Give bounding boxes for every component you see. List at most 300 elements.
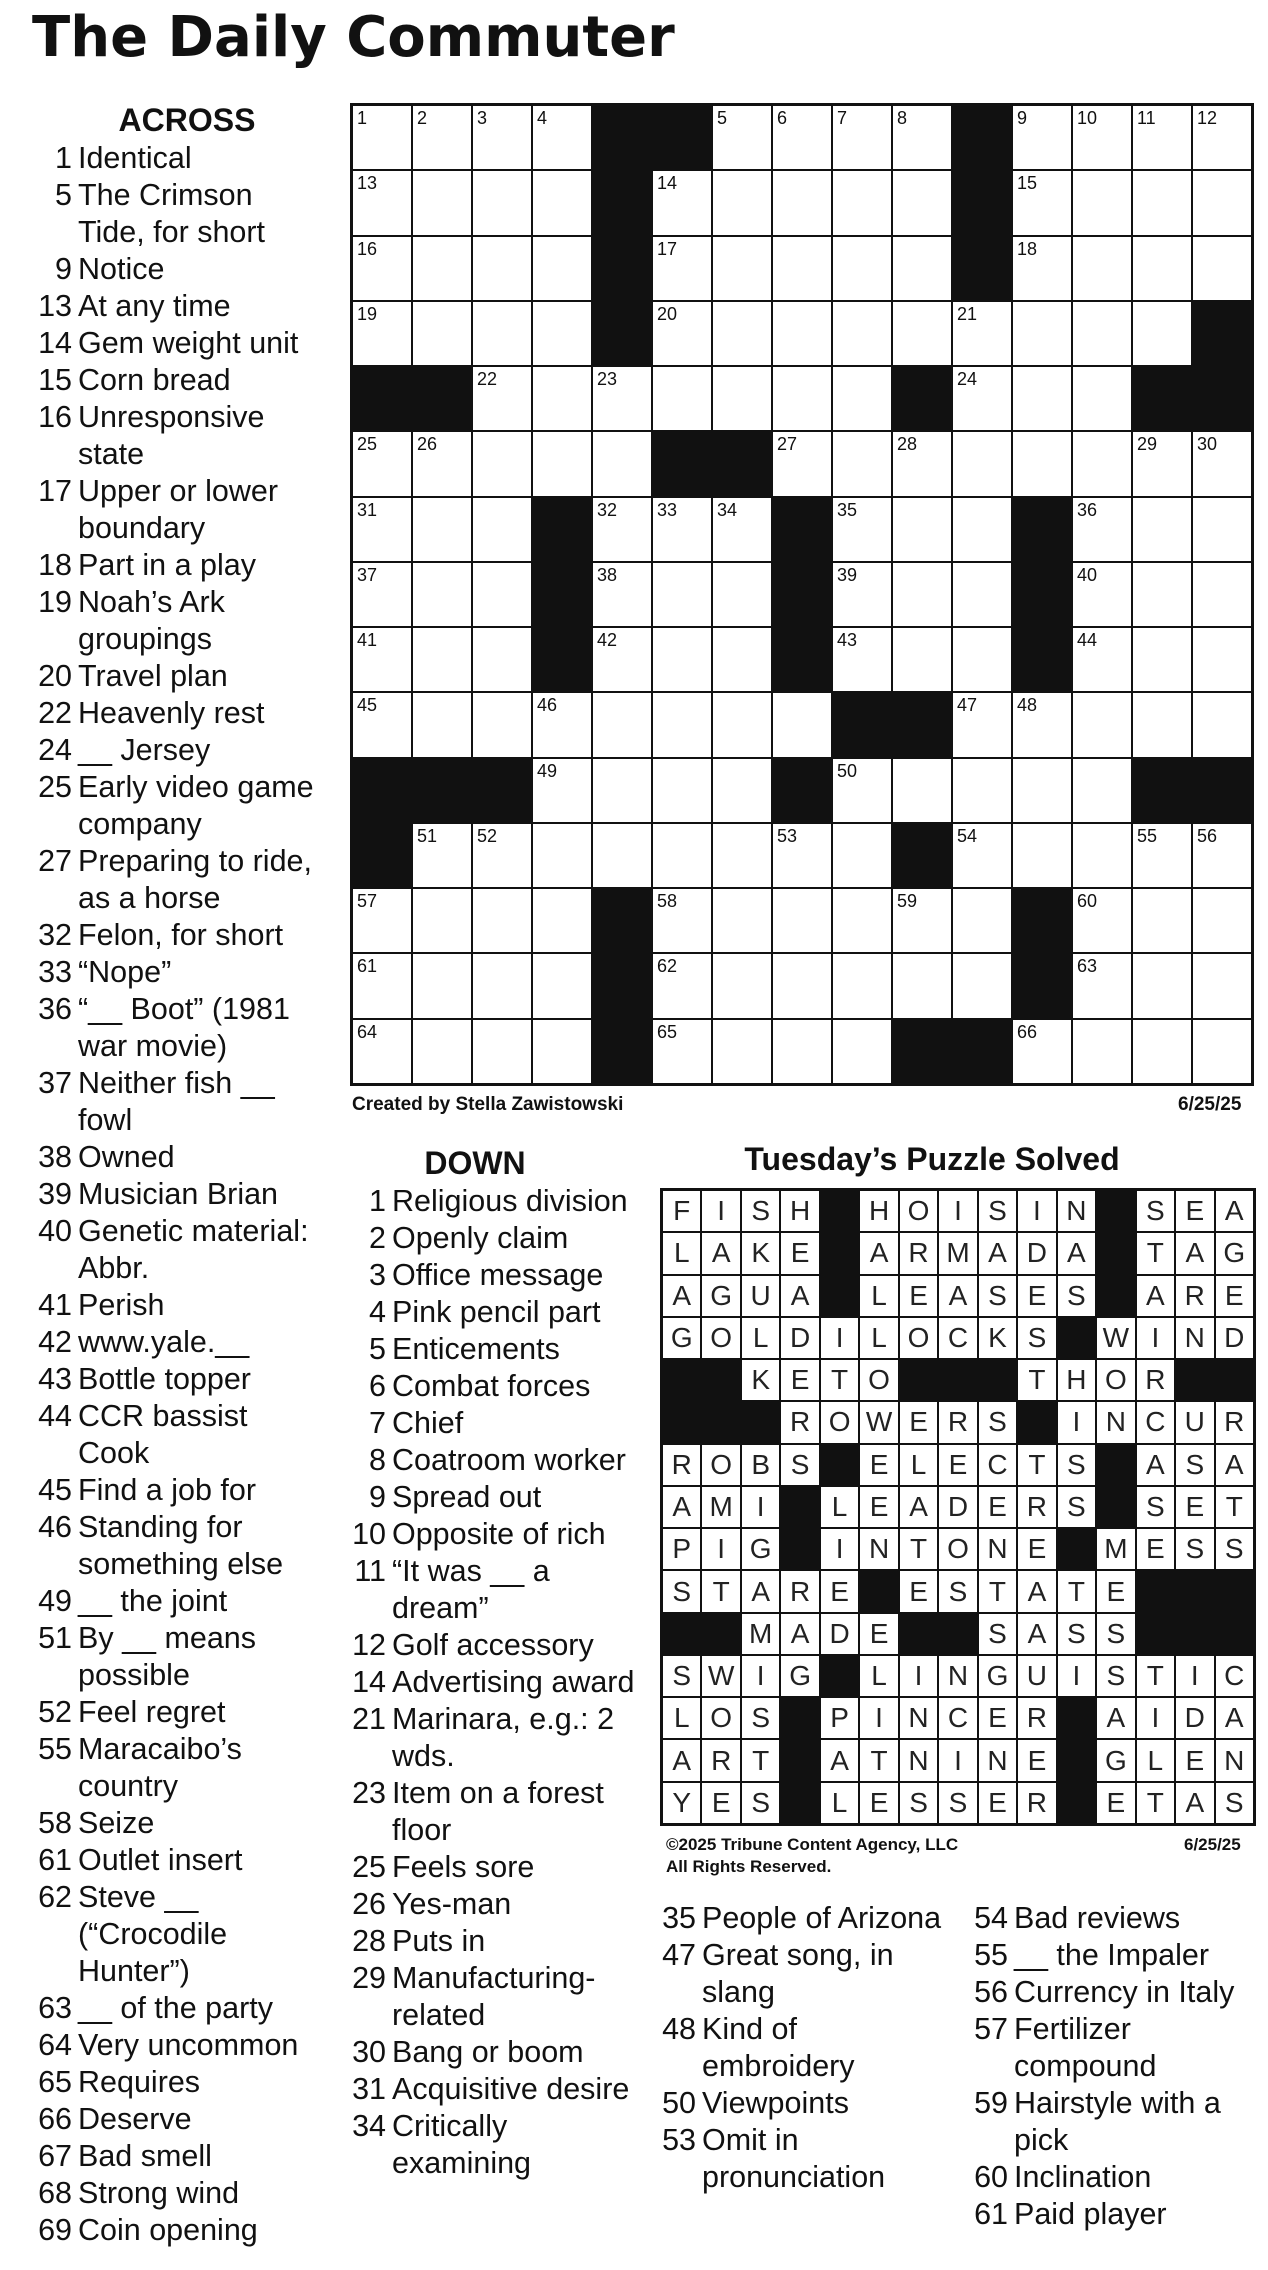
grid-cell[interactable] xyxy=(893,498,951,561)
grid-cell[interactable] xyxy=(833,1020,891,1083)
solved-cell-black xyxy=(939,1360,976,1400)
grid-cell-black xyxy=(893,693,951,756)
grid-cell[interactable] xyxy=(953,563,1011,626)
grid-cell[interactable] xyxy=(353,954,411,1017)
solved-cell: L xyxy=(742,1318,779,1358)
grid-cell[interactable] xyxy=(593,824,651,887)
grid-cell[interactable] xyxy=(413,889,471,952)
solved-cell: U xyxy=(1176,1402,1213,1442)
grid-cell[interactable] xyxy=(653,1020,711,1083)
grid-cell[interactable] xyxy=(893,237,951,300)
grid-cell[interactable] xyxy=(653,237,711,300)
grid-cell[interactable] xyxy=(1073,759,1131,822)
grid-cell[interactable] xyxy=(1073,237,1131,300)
grid-cell[interactable] xyxy=(353,693,411,756)
grid-cell[interactable] xyxy=(1013,824,1071,887)
grid-cell[interactable] xyxy=(713,498,771,561)
clue-across-25 xyxy=(30,769,322,843)
grid-cell[interactable] xyxy=(833,302,891,365)
grid-cell[interactable] xyxy=(593,432,651,495)
grid-cell[interactable] xyxy=(713,302,771,365)
grid-cell-black xyxy=(1193,302,1251,365)
grid-cell[interactable] xyxy=(1133,106,1191,169)
grid-cell[interactable] xyxy=(893,563,951,626)
solved-cell-black xyxy=(1216,1614,1253,1654)
grid-cell[interactable] xyxy=(653,889,711,952)
grid-cell[interactable] xyxy=(1073,106,1131,169)
solved-cell-black xyxy=(1058,1698,1095,1738)
grid-cell[interactable] xyxy=(533,237,591,300)
grid-cell[interactable] xyxy=(533,759,591,822)
grid-cell[interactable] xyxy=(533,824,591,887)
grid-cell[interactable] xyxy=(473,954,531,1017)
grid-cell[interactable] xyxy=(713,237,771,300)
grid-cell[interactable] xyxy=(833,759,891,822)
solved-cell: S xyxy=(1058,1276,1095,1316)
solved-cell-black xyxy=(781,1698,818,1738)
solved-cell: S xyxy=(979,1191,1016,1231)
grid-cell[interactable] xyxy=(473,171,531,234)
grid-cell[interactable] xyxy=(473,693,531,756)
grid-cell[interactable] xyxy=(1133,432,1191,495)
grid-cell[interactable] xyxy=(1013,106,1071,169)
solved-cell: E xyxy=(860,1614,897,1654)
grid-cell[interactable] xyxy=(953,367,1011,430)
grid-cell[interactable] xyxy=(833,498,891,561)
grid-cell[interactable] xyxy=(1073,628,1131,691)
clue-across-63 xyxy=(30,1990,322,2027)
grid-cell[interactable] xyxy=(653,759,711,822)
grid-cell[interactable] xyxy=(1073,954,1131,1017)
grid-cell[interactable] xyxy=(953,498,1011,561)
grid-cell-black xyxy=(593,889,651,952)
grid-cell[interactable] xyxy=(1133,563,1191,626)
solved-cell: I xyxy=(860,1698,897,1738)
cell-number: 13 xyxy=(357,173,378,194)
grid-cell[interactable] xyxy=(413,628,471,691)
clue-number: 54 xyxy=(974,1901,1008,1935)
clue-number: 29 xyxy=(352,1961,386,1995)
grid-cell[interactable] xyxy=(953,628,1011,691)
solved-cell: T xyxy=(1018,1360,1055,1400)
grid-cell[interactable] xyxy=(1073,302,1131,365)
grid-cell[interactable] xyxy=(533,367,591,430)
grid-cell[interactable] xyxy=(353,106,411,169)
grid-cell[interactable] xyxy=(1193,954,1251,1017)
grid-cell[interactable] xyxy=(533,954,591,1017)
grid-cell[interactable] xyxy=(953,889,1011,952)
down-clues-col3 xyxy=(966,1900,1266,2233)
grid-cell-black xyxy=(773,563,831,626)
down-clues-col1 xyxy=(340,1143,640,2182)
grid-cell[interactable] xyxy=(533,106,591,169)
grid-cell[interactable] xyxy=(773,1020,831,1083)
clue-text: Identical xyxy=(78,141,192,175)
grid-cell[interactable] xyxy=(653,498,711,561)
grid-cell[interactable] xyxy=(653,693,711,756)
solved-cell: H xyxy=(1058,1360,1095,1400)
grid-cell[interactable] xyxy=(1133,954,1191,1017)
clue-number: 42 xyxy=(38,1325,72,1359)
grid-cell[interactable] xyxy=(773,954,831,1017)
grid-cell[interactable] xyxy=(953,432,1011,495)
clue-down_col1-8 xyxy=(340,1442,640,1479)
clue-text: Manufacturing-related xyxy=(392,1961,596,2032)
solved-cell: D xyxy=(781,1318,818,1358)
grid-cell[interactable] xyxy=(1073,889,1131,952)
grid-cell[interactable] xyxy=(593,367,651,430)
clue-number: 40 xyxy=(38,1214,72,1248)
solved-cell-black xyxy=(742,1402,779,1442)
grid-cell[interactable] xyxy=(893,432,951,495)
solved-cell-black xyxy=(1176,1360,1213,1400)
grid-cell[interactable] xyxy=(953,824,1011,887)
clue-across-55 xyxy=(30,1731,322,1805)
grid-cell[interactable] xyxy=(1193,824,1251,887)
grid-cell[interactable] xyxy=(353,171,411,234)
solved-cell: O xyxy=(702,1318,739,1358)
grid-cell[interactable] xyxy=(713,1020,771,1083)
grid-cell[interactable] xyxy=(953,759,1011,822)
grid-cell[interactable] xyxy=(1133,693,1191,756)
clue-number: 1 xyxy=(369,1184,386,1218)
clue-text: CCR bassist Cook xyxy=(78,1399,248,1470)
clue-across-45 xyxy=(30,1472,322,1509)
solved-cell: N xyxy=(900,1740,937,1780)
clue-text: __ Jersey xyxy=(78,733,211,767)
grid-cell[interactable] xyxy=(1193,237,1251,300)
grid-cell[interactable] xyxy=(1193,498,1251,561)
grid-cell[interactable] xyxy=(1013,693,1071,756)
grid-cell[interactable] xyxy=(1193,628,1251,691)
solved-cell: A xyxy=(821,1740,858,1780)
grid-cell[interactable] xyxy=(1193,106,1251,169)
grid-cell[interactable] xyxy=(473,889,531,952)
grid-cell[interactable] xyxy=(833,432,891,495)
grid-cell[interactable] xyxy=(413,171,471,234)
grid-cell[interactable] xyxy=(653,954,711,1017)
grid-cell[interactable] xyxy=(773,367,831,430)
solved-cell-black xyxy=(1097,1191,1134,1231)
solved-cell: A xyxy=(1216,1445,1253,1485)
solved-cell: W xyxy=(702,1656,739,1696)
solved-cell: P xyxy=(821,1698,858,1738)
grid-cell[interactable] xyxy=(893,171,951,234)
solved-cell: A xyxy=(663,1740,700,1780)
clue-number: 69 xyxy=(38,2213,72,2247)
clue-down_col3-59 xyxy=(966,2085,1266,2159)
grid-cell[interactable] xyxy=(413,106,471,169)
grid-cell[interactable] xyxy=(833,889,891,952)
solved-cell-black xyxy=(860,1571,897,1611)
grid-cell[interactable] xyxy=(413,237,471,300)
grid-cell[interactable] xyxy=(533,432,591,495)
clue-down_col1-14 xyxy=(340,1664,640,1701)
grid-cell[interactable] xyxy=(473,563,531,626)
solved-cell: S xyxy=(1176,1529,1213,1569)
solved-cell-black xyxy=(900,1360,937,1400)
grid-cell[interactable] xyxy=(1193,563,1251,626)
clue-down_col1-28 xyxy=(340,1923,640,1960)
grid-cell[interactable] xyxy=(1193,432,1251,495)
clue-number: 33 xyxy=(38,955,72,989)
grid-cell[interactable] xyxy=(353,432,411,495)
grid-cell[interactable] xyxy=(473,237,531,300)
solved-cell: E xyxy=(939,1445,976,1485)
clue-text: Heavenly rest xyxy=(78,696,265,730)
grid-cell[interactable] xyxy=(833,106,891,169)
grid-cell[interactable] xyxy=(1133,824,1191,887)
grid-cell[interactable] xyxy=(353,302,411,365)
grid-cell[interactable] xyxy=(653,563,711,626)
solved-cell: A xyxy=(1176,1783,1213,1823)
grid-cell[interactable] xyxy=(1013,759,1071,822)
grid-cell-black xyxy=(593,1020,651,1083)
grid-cell[interactable] xyxy=(533,693,591,756)
solved-cell: N xyxy=(979,1740,1016,1780)
clue-text: Noah’s Ark groupings xyxy=(78,585,225,656)
clue-number: 36 xyxy=(38,992,72,1026)
grid-cell[interactable] xyxy=(1193,171,1251,234)
grid-cell[interactable] xyxy=(773,302,831,365)
clue-text: Corn bread xyxy=(78,363,231,397)
clue-text: Opposite of rich xyxy=(392,1517,606,1551)
grid-cell[interactable] xyxy=(593,563,651,626)
grid-cell[interactable] xyxy=(593,693,651,756)
grid-cell[interactable] xyxy=(833,237,891,300)
clue-across-32 xyxy=(30,917,322,954)
grid-cell[interactable] xyxy=(353,1020,411,1083)
grid-cell[interactable] xyxy=(1133,302,1191,365)
grid-cell[interactable] xyxy=(1073,367,1131,430)
grid-cell[interactable] xyxy=(1013,237,1071,300)
grid-cell[interactable] xyxy=(893,302,951,365)
cell-number: 10 xyxy=(1077,108,1098,128)
grid-cell[interactable] xyxy=(713,889,771,952)
solved-cell: E xyxy=(781,1233,818,1273)
grid-cell[interactable] xyxy=(1133,237,1191,300)
grid-cell[interactable] xyxy=(413,824,471,887)
clue-number: 1 xyxy=(55,141,72,175)
clue-text: Critically examining xyxy=(392,2109,532,2180)
grid-cell[interactable] xyxy=(1193,889,1251,952)
solved-cell-black xyxy=(702,1614,739,1654)
grid-cell[interactable] xyxy=(893,628,951,691)
grid-cell[interactable] xyxy=(413,432,471,495)
grid-cell[interactable] xyxy=(533,1020,591,1083)
grid-cell[interactable] xyxy=(653,824,711,887)
grid-cell[interactable] xyxy=(833,954,891,1017)
grid-cell[interactable] xyxy=(953,954,1011,1017)
clue-down_col1-5 xyxy=(340,1331,640,1368)
cell-number: 33 xyxy=(657,499,678,520)
grid-cell[interactable] xyxy=(533,302,591,365)
grid-cell[interactable] xyxy=(473,302,531,365)
solved-cell-black xyxy=(979,1360,1016,1400)
grid-cell[interactable] xyxy=(593,759,651,822)
grid-cell[interactable] xyxy=(1013,367,1071,430)
grid-cell[interactable] xyxy=(473,498,531,561)
solved-cell: Y xyxy=(663,1783,700,1823)
grid-cell[interactable] xyxy=(413,1020,471,1083)
clue-number: 41 xyxy=(38,1288,72,1322)
solved-cell: T xyxy=(1058,1571,1095,1611)
grid-cell[interactable] xyxy=(893,954,951,1017)
grid-cell[interactable] xyxy=(713,563,771,626)
grid-cell[interactable] xyxy=(833,563,891,626)
grid-cell-black xyxy=(473,759,531,822)
grid-cell[interactable] xyxy=(413,563,471,626)
clue-number: 63 xyxy=(38,1991,72,2025)
grid-cell[interactable] xyxy=(713,171,771,234)
grid-cell[interactable] xyxy=(1193,693,1251,756)
grid-cell[interactable] xyxy=(893,889,951,952)
grid-cell[interactable] xyxy=(833,171,891,234)
solved-cell: I xyxy=(821,1529,858,1569)
cell-number: 23 xyxy=(597,369,618,390)
grid-cell[interactable] xyxy=(533,889,591,952)
solved-cell: S xyxy=(663,1571,700,1611)
grid-cell[interactable] xyxy=(1073,498,1131,561)
grid-cell-black xyxy=(773,759,831,822)
solved-cell: A xyxy=(702,1233,739,1273)
clue-text: Notice xyxy=(78,252,165,286)
clue-text: Great song, in slang xyxy=(702,1938,894,2009)
clue-text: www.yale.__ xyxy=(78,1325,250,1359)
grid-cell[interactable] xyxy=(593,498,651,561)
grid-cell[interactable] xyxy=(593,628,651,691)
grid-cell[interactable] xyxy=(773,824,831,887)
grid-cell[interactable] xyxy=(773,237,831,300)
grid-cell[interactable] xyxy=(1133,889,1191,952)
solved-cell: L xyxy=(821,1783,858,1823)
grid-cell[interactable] xyxy=(353,237,411,300)
solved-cell-black xyxy=(1097,1276,1134,1316)
grid-cell[interactable] xyxy=(353,889,411,952)
grid-cell[interactable] xyxy=(893,106,951,169)
grid-cell[interactable] xyxy=(713,628,771,691)
grid-cell[interactable] xyxy=(1193,1020,1251,1083)
grid-cell[interactable] xyxy=(1073,824,1131,887)
grid-cell[interactable] xyxy=(773,106,831,169)
grid-cell[interactable] xyxy=(773,432,831,495)
grid-cell[interactable] xyxy=(473,432,531,495)
clue-number: 15 xyxy=(38,363,72,397)
clue-down_col1-11 xyxy=(340,1553,640,1627)
grid-cell[interactable] xyxy=(1133,498,1191,561)
solved-cell: H xyxy=(781,1191,818,1231)
grid-cell[interactable] xyxy=(413,302,471,365)
grid-cell[interactable] xyxy=(833,824,891,887)
grid-cell[interactable] xyxy=(413,693,471,756)
grid-cell[interactable] xyxy=(713,693,771,756)
clue-down_col2-50 xyxy=(654,2085,954,2122)
grid-cell[interactable] xyxy=(1133,628,1191,691)
solved-cell: S xyxy=(742,1698,779,1738)
grid-cell[interactable] xyxy=(353,628,411,691)
clue-number: 55 xyxy=(38,1732,72,1766)
grid-cell[interactable] xyxy=(473,628,531,691)
solved-cell: O xyxy=(702,1698,739,1738)
grid-cell[interactable] xyxy=(1013,171,1071,234)
grid-cell[interactable] xyxy=(653,628,711,691)
grid-cell[interactable] xyxy=(473,824,531,887)
cell-number: 18 xyxy=(1017,238,1038,259)
clue-number: 26 xyxy=(352,1887,386,1921)
clue-across-18 xyxy=(30,547,322,584)
grid-cell[interactable] xyxy=(953,693,1011,756)
grid-cell-black xyxy=(713,432,771,495)
grid-cell[interactable] xyxy=(833,628,891,691)
clue-number: 47 xyxy=(662,1938,696,1972)
clue-across-46 xyxy=(30,1509,322,1583)
clue-down_col2-47 xyxy=(654,1937,954,2011)
grid-cell[interactable] xyxy=(713,824,771,887)
cell-number: 59 xyxy=(897,891,918,912)
grid-cell[interactable] xyxy=(353,563,411,626)
puzzle-credit: Created by Stella Zawistowski xyxy=(352,1094,624,1115)
grid-cell[interactable] xyxy=(773,889,831,952)
grid-cell[interactable] xyxy=(473,106,531,169)
grid-cell[interactable] xyxy=(1133,171,1191,234)
grid-cell[interactable] xyxy=(353,498,411,561)
solved-cell: D xyxy=(1216,1318,1253,1358)
solved-cell: I xyxy=(1018,1191,1055,1231)
grid-cell[interactable] xyxy=(1073,563,1131,626)
grid-cell[interactable] xyxy=(413,498,471,561)
grid-cell[interactable] xyxy=(653,302,711,365)
grid-cell[interactable] xyxy=(413,954,471,1017)
grid-cell[interactable] xyxy=(833,367,891,430)
grid-cell[interactable] xyxy=(773,171,831,234)
grid-cell[interactable] xyxy=(713,954,771,1017)
grid-cell[interactable] xyxy=(1013,302,1071,365)
clue-text: Chief xyxy=(392,1406,464,1440)
grid-cell-black xyxy=(533,563,591,626)
grid-cell[interactable] xyxy=(653,367,711,430)
solved-cell: A xyxy=(1018,1571,1055,1611)
cell-number: 53 xyxy=(777,825,798,846)
grid-cell[interactable] xyxy=(713,367,771,430)
solved-cell: R xyxy=(1018,1783,1055,1823)
clue-text: Travel plan xyxy=(78,659,228,693)
grid-cell[interactable] xyxy=(893,759,951,822)
grid-cell[interactable] xyxy=(533,171,591,234)
solved-cell-black xyxy=(781,1740,818,1780)
grid-cell[interactable] xyxy=(1073,693,1131,756)
clue-number: 27 xyxy=(38,844,72,878)
grid-cell[interactable] xyxy=(1013,432,1071,495)
grid-cell[interactable] xyxy=(953,302,1011,365)
grid-cell[interactable] xyxy=(713,759,771,822)
solved-cell: R xyxy=(1018,1698,1055,1738)
solved-cell: O xyxy=(702,1445,739,1485)
grid-cell[interactable] xyxy=(1073,171,1131,234)
grid-cell[interactable] xyxy=(473,1020,531,1083)
solved-cell: N xyxy=(1058,1191,1095,1231)
grid-cell[interactable] xyxy=(1013,1020,1071,1083)
clue-down_col1-21 xyxy=(340,1701,640,1775)
grid-cell-black xyxy=(353,824,411,887)
grid-cell[interactable] xyxy=(473,367,531,430)
grid-cell[interactable] xyxy=(713,106,771,169)
grid-cell[interactable] xyxy=(1073,1020,1131,1083)
grid-cell[interactable] xyxy=(653,171,711,234)
grid-cell-black xyxy=(593,106,651,169)
grid-cell[interactable] xyxy=(1133,1020,1191,1083)
grid-cell[interactable] xyxy=(773,693,831,756)
grid-cell[interactable] xyxy=(1073,432,1131,495)
